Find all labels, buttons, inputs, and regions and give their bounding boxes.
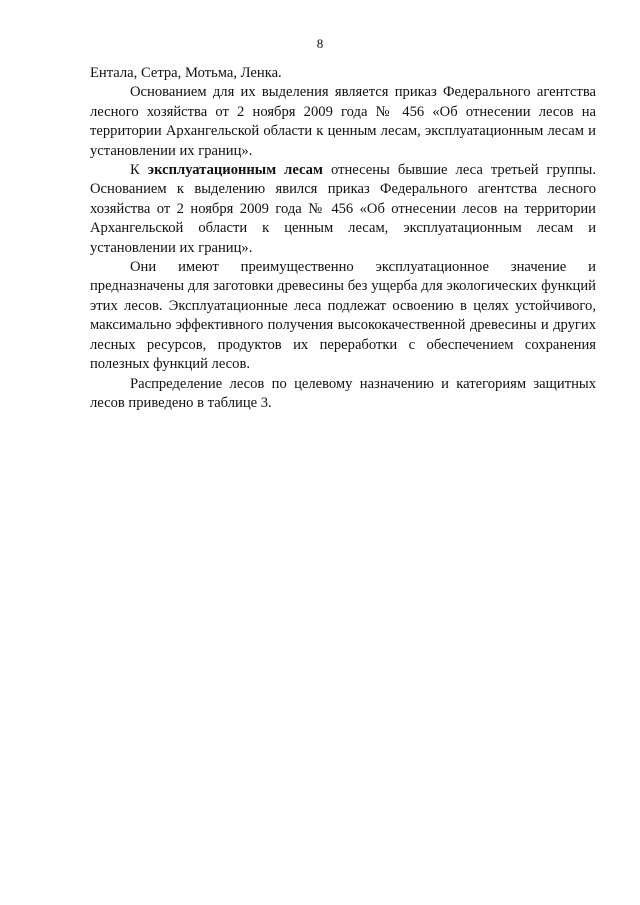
paragraph-3-bold-term: эксплуатационным лесам [147, 162, 323, 179]
paragraph-3-start: К [130, 162, 148, 179]
page-number: 8 [316, 36, 324, 51]
paragraph-2: Основанием для их выделения является приказ Федерального агентства лесного хозяйства от 2 ноября 2009 года № 456 «Об отнесении лесов на территории Архангельской области к ценным лесам, эксплуатационным лесам и установлении их границ». [90, 84, 596, 159]
paragraph-3 [90, 161, 596, 258]
paragraph-4: Они имеют преимущественно эксплуатационное значение и предназначены для заготовки древесины без ущерба для экологических функций этих лесов. Эксплуатационные леса подлежат освоению в целях устойчивого, максимально эффективного получения высококачественной древесины и других лесных ресурсов, продуктов их переработки с обеспечением сохранения полезных функций лесов. [90, 259, 596, 373]
paragraph-3-rest: отнесены бывшие леса третьей группы. Основанием к выделению явился приказ Федерального агентства лесного хозяйства от 2 ноября 2009 года № 456 «Об отнесении лесов на территории Архангельской области к ценным лесам, эксплуатационным лесам и установлении их границ». [90, 162, 597, 256]
document-body [90, 64, 596, 413]
paragraph-1: Ентала, Сетра, Мотьма, Ленка. [90, 65, 282, 81]
paragraph-5: Распределение лесов по целевому назначению и категориям защитных лесов приведено в таблице 3. [90, 375, 596, 411]
